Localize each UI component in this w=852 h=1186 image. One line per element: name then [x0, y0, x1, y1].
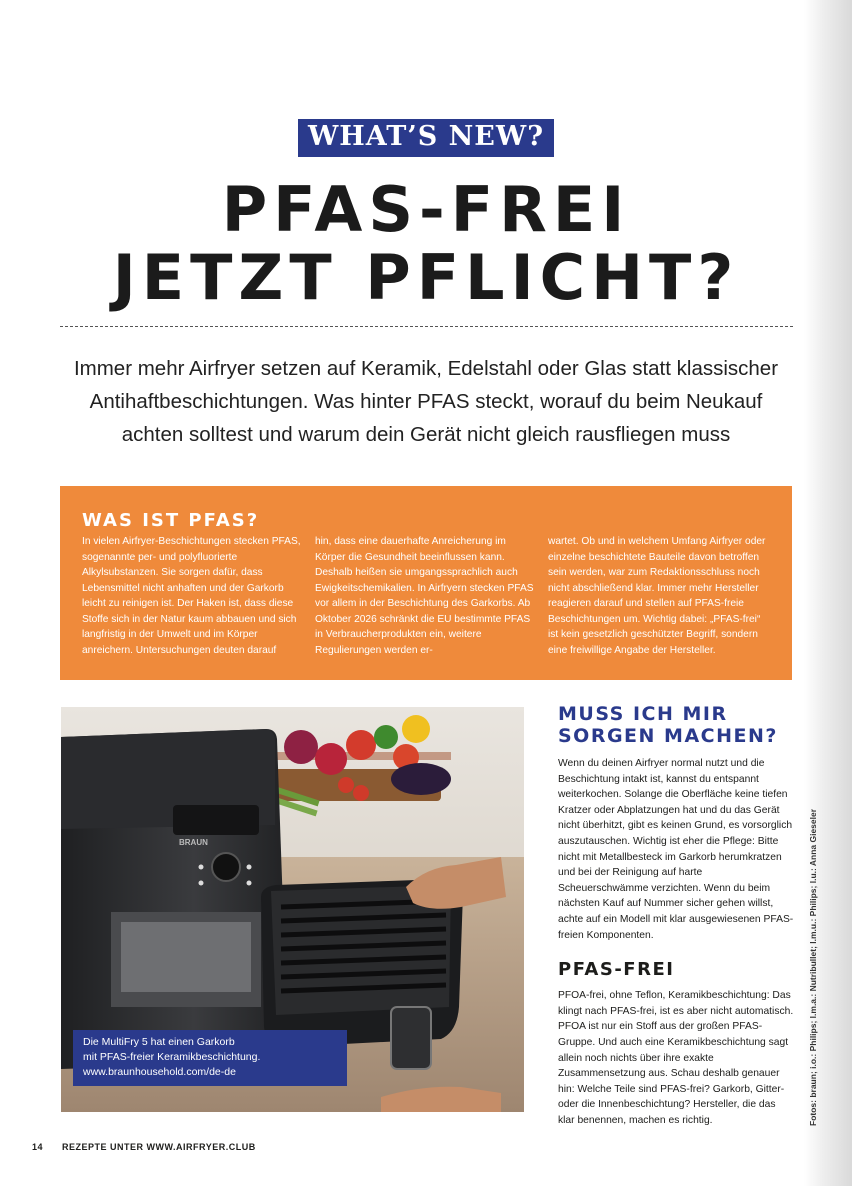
brand-logo: BRAUN [179, 838, 208, 847]
photo-credit: Fotos: braun; i.o.: Philips; l.m.a.: Nutribullet; l.m.u.: Philips; l.u.: Anna Gieseler [808, 808, 818, 1126]
footer-text: REZEPTE UNTER WWW.AIRFRYER.CLUB [62, 1142, 256, 1152]
dashed-divider [60, 326, 793, 327]
page-footer [32, 1142, 256, 1152]
page-number: 14 [32, 1142, 44, 1152]
info-box-column-2: hin, dass eine dauerhafte Anreicherung im Körper die Gesundheit beeinflussen kann. Deshalb heißen sie umgangssprachlich auch Ewigkeitschemikalien. In Airfryern stecken PFAS vor allem in der Beschichtung des Garkorbs. Ab Oktober 2026 schränkt die EU bestimmte PFAS in Verbraucherprodukten ein, weitere Regulierungen werden er- [315, 536, 534, 656]
headline [0, 173, 852, 314]
airfryer-photo [61, 707, 524, 1112]
info-box-title: WAS IST PFAS? [82, 510, 260, 531]
intro-line-2: Antihaftbeschichtungen. Was hinter PFAS steckt, worauf du beim Neukauf [89, 390, 763, 413]
section-title-sorgen [558, 703, 794, 747]
section-title-pfas-frei: PFAS-FREI [558, 959, 675, 981]
headline-line-2: JETZT PFLICHT? [112, 241, 740, 314]
info-box-column-1: In vielen Airfryer-Beschichtungen stecken PFAS, sogenannte per- und polyfluorierte Alkylsubstanzen. Sie sorgen dafür, dass Lebensmittel nicht anhaften und der Garkorb leicht zu reinigen ist. Der Haken ist, dass diese Stoffe sich in der Natur kaum abbauen und sich langfristig in der Umwelt und im Körper anreichern. Untersuchungen deuten darauf [82, 536, 301, 656]
photo-caption [73, 1030, 347, 1086]
right-column [558, 700, 794, 1128]
intro-line-1: Immer mehr Airfryer setzen auf Keramik, Edelstahl oder Glas statt klassischer [73, 357, 779, 380]
info-box-pfas [60, 486, 792, 680]
section-body-sorgen: Wenn du deinen Airfryer normal nutzt und die Beschichtung intakt ist, kannst du entspannt weiterkochen. Solange die Oberfläche keine tiefen Kratzer oder Abplatzungen hat und du das Gerät nicht überhitzt, gibt es keinen Grund, es vorsorglich auszutauschen. Wichtig ist eher die Pflege: Bitte nicht mit Metallbesteck im Garkorb herumkratzen und bei der Reinigung auf harte Scheuerschwämme verzichten. Wenn du beim nächsten Kauf auf Nummer sicher gehen willst, achte auf ein Modell mit klar ausgewiesenen PFAS-freien Komponenten. [558, 758, 794, 941]
section-body-pfas-frei: PFOA-frei, ohne Teflon, Keramikbeschichtung: Das klingt nach PFAS-frei, ist es aber nicht automatisch. PFOA ist nur ein Stoff aus der großen PFAS-Gruppe. Und auch eine Keramikbeschichtung sagt allein noch nichts über ihre exakte Zusammensetzung aus. Schau deshalb genauer hin: Welche Teile sind PFAS-frei? Garkorb, Gitter- oder die Innenbeschichtung? Hersteller, die das klar benennen, machen es richtig. [558, 990, 794, 1126]
caption-link[interactable]: www.braunhousehold.com/de-de [83, 1066, 236, 1078]
section-title-sorgen-line-1: MUSS ICH MIR [558, 703, 728, 725]
kicker-wrapper [0, 119, 852, 157]
headline-line-1: PFAS-FREI [221, 173, 631, 246]
info-box-column-3: wartet. Ob und in welchem Umfang Airfryer oder einzelne beschichtete Bauteile davon betroffen sein werden, war zum Redaktionsschluss noch nicht abschließend klar. Immer mehr Hersteller reagieren darauf und stellen auf PFAS-freie Beschichtungen um. Wichtig dabei: „PFAS-frei“ ist kein gesetzlich geschützter Begriff, sondern eine freiwillige Angabe der Hersteller. [548, 536, 766, 656]
kicker-label: WHAT’S NEW? [298, 119, 554, 157]
caption-line-2: mit PFAS-freier Keramikbeschichtung. [83, 1051, 261, 1063]
section-title-sorgen-line-2: SORGEN MACHEN? [558, 725, 778, 747]
intro-line-3: achten solltest und warum dein Gerät nicht gleich rausfliegen muss [121, 423, 731, 446]
intro-text [50, 352, 802, 451]
caption-line-1: Die MultiFry 5 hat einen Garkorb [83, 1036, 235, 1048]
